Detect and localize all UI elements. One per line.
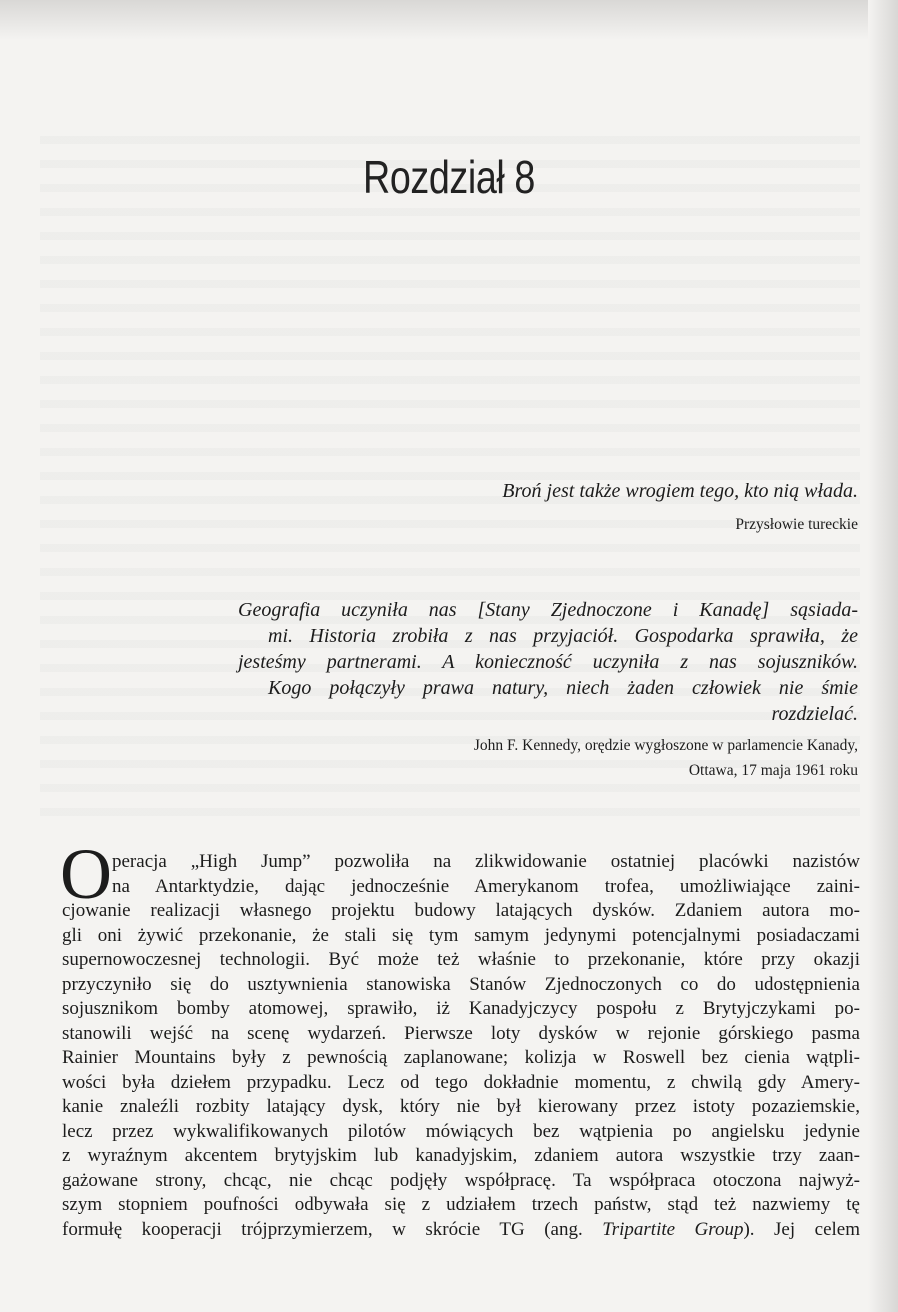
epigraph-line: rozdzielać. (771, 703, 858, 725)
body-line: stanowili wejść na scenę wydarzeń. Pierwsze loty dysków w rejonie górskiego pasma (62, 1022, 860, 1044)
epigraph-line: mi. Historia zrobiła z nas przyjaciół. Gospodarka sprawiła, że (268, 625, 858, 647)
epigraph-2-text (238, 597, 858, 727)
chapter-title: Rozdział 8 (362, 151, 536, 203)
body-line: Rainier Mountains były z pewnością zaplanowane; kolizja w Roswell bez cienia wątpli- (62, 1047, 860, 1068)
text-run: ). Jej celem (743, 1218, 860, 1240)
scan-shadow-top (0, 0, 898, 40)
italic-term: Tripartite Group (602, 1218, 744, 1240)
body-line: sojusznikom bomby atomowej, sprawiło, iż Kanadyjczycy pospołu z Brytyjczykami po- (62, 998, 860, 1019)
body-line: kanie znaleźli rozbity latający dysk, który nie był kierowany przez istoty pozaziemskie, (62, 1096, 860, 1117)
epigraph-2-source (238, 733, 858, 783)
source-line: Ottawa, 17 maja 1961 roku (688, 762, 858, 779)
body-line: na Antarktydzie, dając jednocześnie Amerykanom trofea, umożliwiające zaini- (112, 875, 860, 897)
text-run: formułę kooperacji trójprzymierzem, w skrócie TG (ang. (62, 1218, 603, 1240)
epigraph-line: Kogo połączyły prawa natury, niech żaden człowiek nie śmie (268, 677, 858, 699)
body-line-last (62, 1218, 860, 1243)
epigraph-1-text: Broń jest także wrogiem tego, kto nią włada. (502, 480, 858, 502)
epigraph-line: Geografia uczyniła nas [Stany Zjednoczone i Kanadę] sąsiada- (238, 599, 858, 621)
scan-shadow-right (868, 0, 898, 1312)
body-line: supernowoczesnej technologii. Być może też właśnie to przekonanie, które przy okazji (62, 949, 860, 970)
body-line: cjowanie realizacji własnego projektu budowy latających dysków. Zdaniem autora mo- (62, 900, 860, 921)
body-line: z wyraźnym akcentem brytyjskim lub kanadyjskim, zdaniem autora wszystkie trzy zaan- (62, 1145, 860, 1166)
body-text (62, 850, 860, 1242)
body-line: gażowane strony, chcąc, nie chcąc podjęły współpracę. Ta współpraca otoczona najwyż- (62, 1169, 860, 1191)
body-line: peracja „High Jump” pozwoliła na zlikwidowanie ostatniej placówki nazistów (112, 851, 860, 872)
epigraph-line: jesteśmy partnerami. A konieczność uczyniła z nas sojuszników. (238, 651, 858, 673)
body-line: lecz przez wykwalifikowanych pilotów mówiących bez wątpienia po angielsku jedynie (62, 1120, 860, 1142)
body-line: szym stopniem poufności odbywała się z udziałem trzech państw, stąd też nazwiemy tę (62, 1194, 860, 1215)
body-line: gli oni żywić przekonanie, że stali się tym samym jedynymi potencjalnymi posiadaczami (62, 924, 860, 946)
body-line: wości była dziełem przypadku. Lecz od tego dokładnie momentu, z chwilą gdy Amery- (62, 1071, 860, 1093)
source-line: John F. Kennedy, orędzie wygłoszone w parlamencie Kanady, (473, 737, 858, 754)
body-line: przyczyniło się do usztywnienia stanowiska Stanów Zjednoczonych co do udostępnienia (62, 973, 860, 995)
drop-cap: O (60, 834, 112, 914)
epigraph-1-source: Przysłowie tureckie (735, 516, 858, 533)
